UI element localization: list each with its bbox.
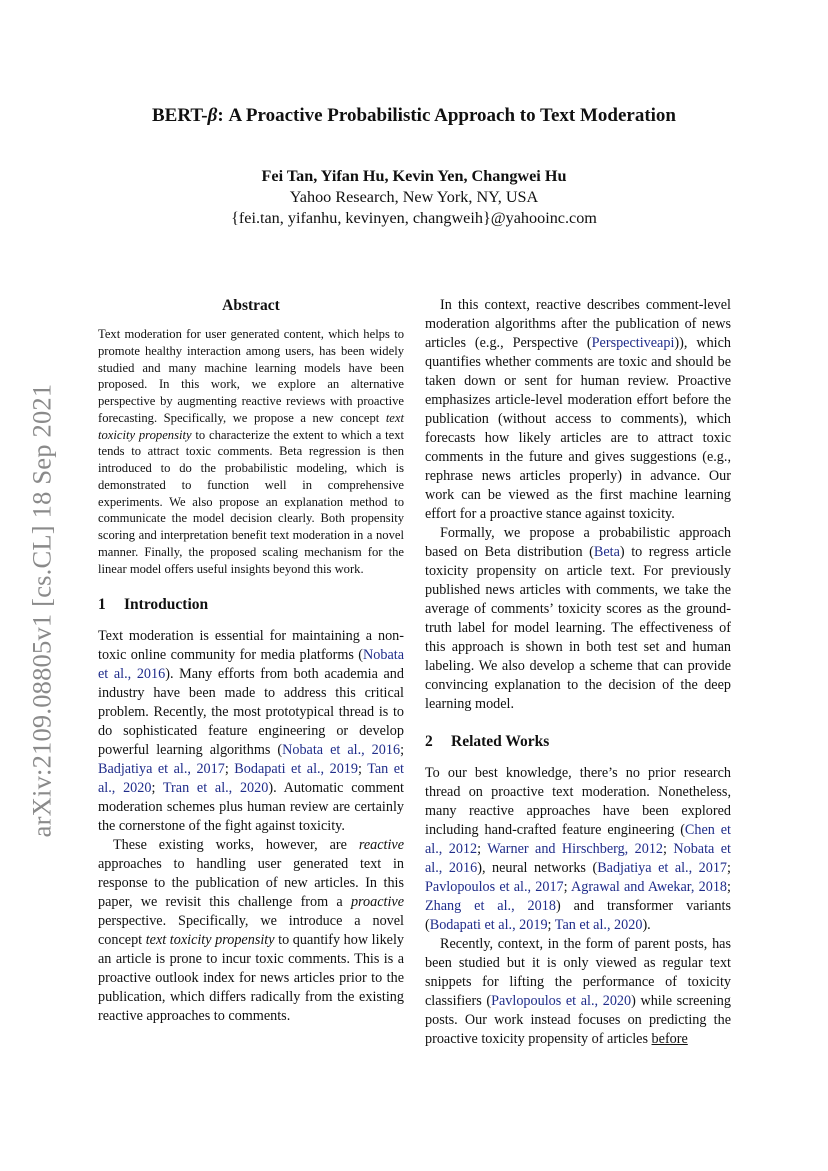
left-column	[98, 296, 404, 1026]
arxiv-id: arXiv:2109.08805v1 [cs.CL] 18 Sep 2021	[26, 383, 57, 837]
citation-link[interactable]: Nobata et al., 2016	[282, 742, 401, 759]
citation-link[interactable]: Badjatiya et al., 2017	[98, 761, 225, 778]
citation-link[interactable]: Bodapati et al., 2019	[234, 761, 358, 778]
paper-title: BERT-β: A Proactive Probabilistic Approach to Text Moderation	[151, 105, 677, 126]
intro-paragraph-1: Text moderation is essential for maintaining a non-toxic online community for media platforms (Nobata et al., 2016). Many efforts from both academia and industry have been made to address this critical problem. Recently, the most prototypical thread is to do sophisticated feature engineering or develop powerful learning algorithms (Nobata et al., 2016; Badjatiya et al., 2017; Bodapati et al., 2019; Tan et al., 2020; Tran et al., 2020). Automatic comment moderation schemes plus human review are certainly the cornerstone of the fight against toxicity.	[98, 628, 405, 835]
citation-link[interactable]: Zhang et al., 2018	[425, 898, 556, 914]
right-column	[425, 296, 731, 1049]
related-paragraph-2: Recently, context, in the form of parent posts, has been studied but it is only viewed as regular text snippets for lifting the performance of toxicity classifiers (Pavlopoulos et al., 2020) while screening posts. Our work instead focuses on predicting the proactive toxicity propensity of articles before	[425, 936, 731, 1047]
intro-paragraph-4: Formally, we propose a probabilistic approach based on Beta distribution (Beta) to regress article toxicity propensity on article text. For previously published news articles with comments, we take the average of comments’ toxicity scores as the ground-truth label for model learning. The effectiveness of this approach is shown in both test set and human labeling. We also develop a scheme that can provide convincing explanation to the decision of the deep learning model.	[425, 525, 731, 712]
citation-link[interactable]: Pavlopoulos et al., 2020	[491, 993, 632, 1009]
intro-paragraph-2: These existing works, however, are reactive approaches to handling user generated text in response to the publication of new articles. In this paper, we revisit this challenge from a proactive perspective. Specifically, we introduce a novel concept text toxicity propensity to quantify how likely an article is prone to incur toxic comments. This is a proactive outlook index for news articles prior to the publication, which differs radically from the existing reactive approaches to comments.	[98, 837, 404, 1025]
citation-link[interactable]: Agrawal and Awekar, 2018	[570, 879, 728, 895]
citation-link[interactable]: Beta	[593, 544, 620, 560]
arxiv-stamp	[24, 368, 60, 852]
citation-link[interactable]: Chen et al., 2012	[425, 822, 732, 857]
abstract-heading: Abstract	[222, 297, 280, 314]
section-heading-introduction: 1 Introduction	[98, 596, 209, 614]
citation-link[interactable]: Nobata et al., 2016	[425, 841, 731, 876]
author-block	[0, 166, 828, 229]
citation-link[interactable]: Bodapati et al., 2019	[429, 917, 548, 933]
citation-link[interactable]: Perspectiveapi	[591, 335, 675, 351]
related-paragraph-1: To our best knowledge, there’s no prior research thread on proactive text moderation. Nonetheless, many reactive approaches have been explored including hand-crafted feature engineering (Chen et al., 2012; Warner and Hirschberg, 2012; Nobata et al., 2016), neural networks (Badjatiya et al., 2017; Pavlopoulos et al., 2017; Agrawal and Awekar, 2018; Zhang et al., 2018) and transformer variants (Bodapati et al., 2019; Tan et al., 2020).	[425, 765, 732, 933]
citation-link[interactable]: Tan et al., 2020	[554, 917, 643, 933]
citation-link[interactable]: Tran et al., 2020	[162, 780, 269, 797]
citation-link[interactable]: Nobata et al., 2016	[98, 647, 404, 683]
abstract-text: Text moderation for user generated content, which helps to promote healthy interaction among users, has been widely studied and many machine learning models have been proposed. In this work, we explore an alternative perspective by augmenting reactive reviews with proactive forecasting. Specifically, we propose a new concept text toxicity propensity to characterize the extent to which a text tends to attract toxic comments. Beta regression is then introduced to do the probabilistic modeling, which is demonstrated to function well in comprehensive experiments. We also propose an explanation method to communicate the model decision clearly. Both propensity scoring and interpretation benefit text moderation in a novel manner. Finally, the proposed scaling mechanism for the linear model offers useful insights beyond this work.	[98, 327, 404, 576]
citation-link[interactable]: Tan et al., 2020	[98, 761, 404, 797]
citation-link[interactable]: Pavlopoulos et al., 2017	[425, 879, 564, 895]
citation-link[interactable]: Warner and Hirschberg, 2012	[487, 841, 664, 857]
author-names: Fei Tan, Yifan Hu, Kevin Yen, Changwei Hu	[261, 167, 567, 185]
section-heading-related-works: 2 Related Works	[425, 733, 550, 750]
author-affiliation: Yahoo Research, New York, NY, USA	[289, 188, 539, 206]
citation-link[interactable]: Badjatiya et al., 2017	[597, 860, 728, 876]
intro-paragraph-3: In this context, reactive describes comment-level moderation algorithms after the publication of news articles (e.g., Perspective (Perspectiveapi)), which quantifies whether comments are toxic and should be taken down or sent for human review. Proactive emphasizes article-level moderation effort before the publication (without access to comments), which forecasts how likely articles are to attract toxic comments in the future and gives suggestions (e.g., rephrase news articles properly) in advance. Our work can be viewed as the first machine learning effort for a proactive stance against toxicity.	[425, 297, 731, 522]
author-email: {fei.tan, yifanhu, kevinyen, changweih}@yahooinc.com	[231, 209, 597, 227]
